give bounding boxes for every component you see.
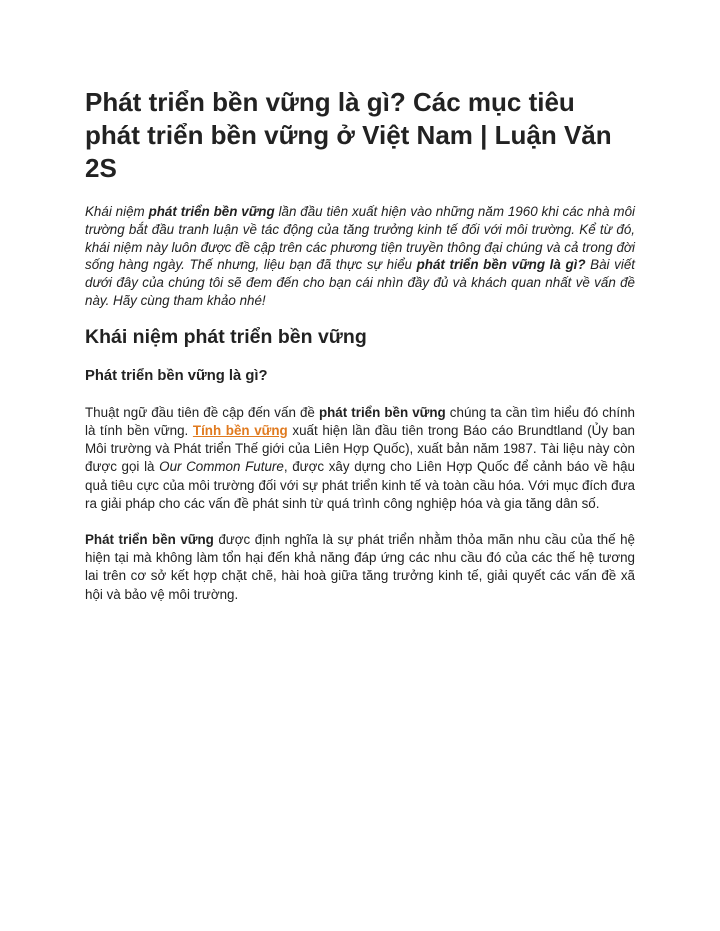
p1-text-1: Thuật ngữ đầu tiên đề cập đến vấn đề — [85, 404, 319, 420]
intro-paragraph — [85, 203, 635, 310]
intro-bold-term: phát triển bền vững — [148, 204, 275, 219]
article-page — [85, 86, 635, 604]
sub-heading: Phát triển bền vững là gì? — [85, 367, 268, 384]
p1-text-2: chúng ta cần tìm hiểu đó chính là tính bền vững. — [85, 404, 635, 438]
sustainability-link[interactable]: Tính bền vững — [192, 422, 288, 438]
intro-text-3: Bài viết dưới đây của chúng tôi sẽ đem đến cho bạn cái nhìn đầy đủ và khách quan nhất về vấn đề này. Hãy cùng tham khảo nhé! — [85, 257, 636, 308]
p1-text-4: , được xây dựng cho Liên Hợp Quốc để cảnh báo về hậu quả tiêu cực của môi trường đối với sự phát triển kinh tế và toàn cầu hóa. Với mục đích đưa ra giải pháp cho các vấn đề phát sinh từ quá trình công nghiệp hóa và gia tăng dân số. — [85, 459, 635, 511]
p1-italic-title: Our Common Future — [159, 459, 284, 475]
p1-text-3: xuất hiện lần đầu tiên trong Báo cáo Brundtland (Ủy ban Môi trường và Phát triển Thế giới của Liên Hợp Quốc), xuất bản năm 1987. Tài liệu này còn được gọi là — [85, 422, 635, 475]
intro-text-1: Khái niệm — [85, 204, 149, 219]
body-paragraph-2 — [85, 531, 635, 604]
intro-text-2: lần đầu tiên xuất hiện vào những năm 1960 khi các nhà môi trường bắt đầu tranh luận về tác động của tăng trưởng kinh tế đối với môi trường. Kể từ đó, khái niệm này luôn được đề cập trên các phương tiện truyền thông đại chúng và cả trong đời sống hàng ngày. Thế nhưng, liệu bạn đã thực sự hiểu — [85, 204, 636, 273]
intro-bold-question: phát triển bền vững là gì? — [416, 257, 586, 273]
body-paragraph-1 — [85, 404, 635, 513]
section-heading: Khái niệm phát triển bền vững — [85, 325, 367, 348]
p2-bold-term: Phát triển bền vững — [85, 532, 214, 547]
p2-text-1: được định nghĩa là sự phát triển nhằm thỏa mãn nhu cầu của thế hệ hiện tại mà không làm tổn hại đến khả năng đáp ứng các nhu cầu đó của các thế hệ tương lai trên cơ sở kết hợp chặt chẽ, hài hoà giữa tăng trưởng kinh tế, giải quyết các vấn đề xã hội và bảo vệ môi trường. — [85, 532, 635, 602]
p1-bold-term: phát triển bền vững — [318, 404, 446, 420]
article-title: Phát triển bền vững là gì? Các mục tiêu phát triển bền vững ở Việt Nam | Luận Văn 2S — [85, 87, 612, 183]
